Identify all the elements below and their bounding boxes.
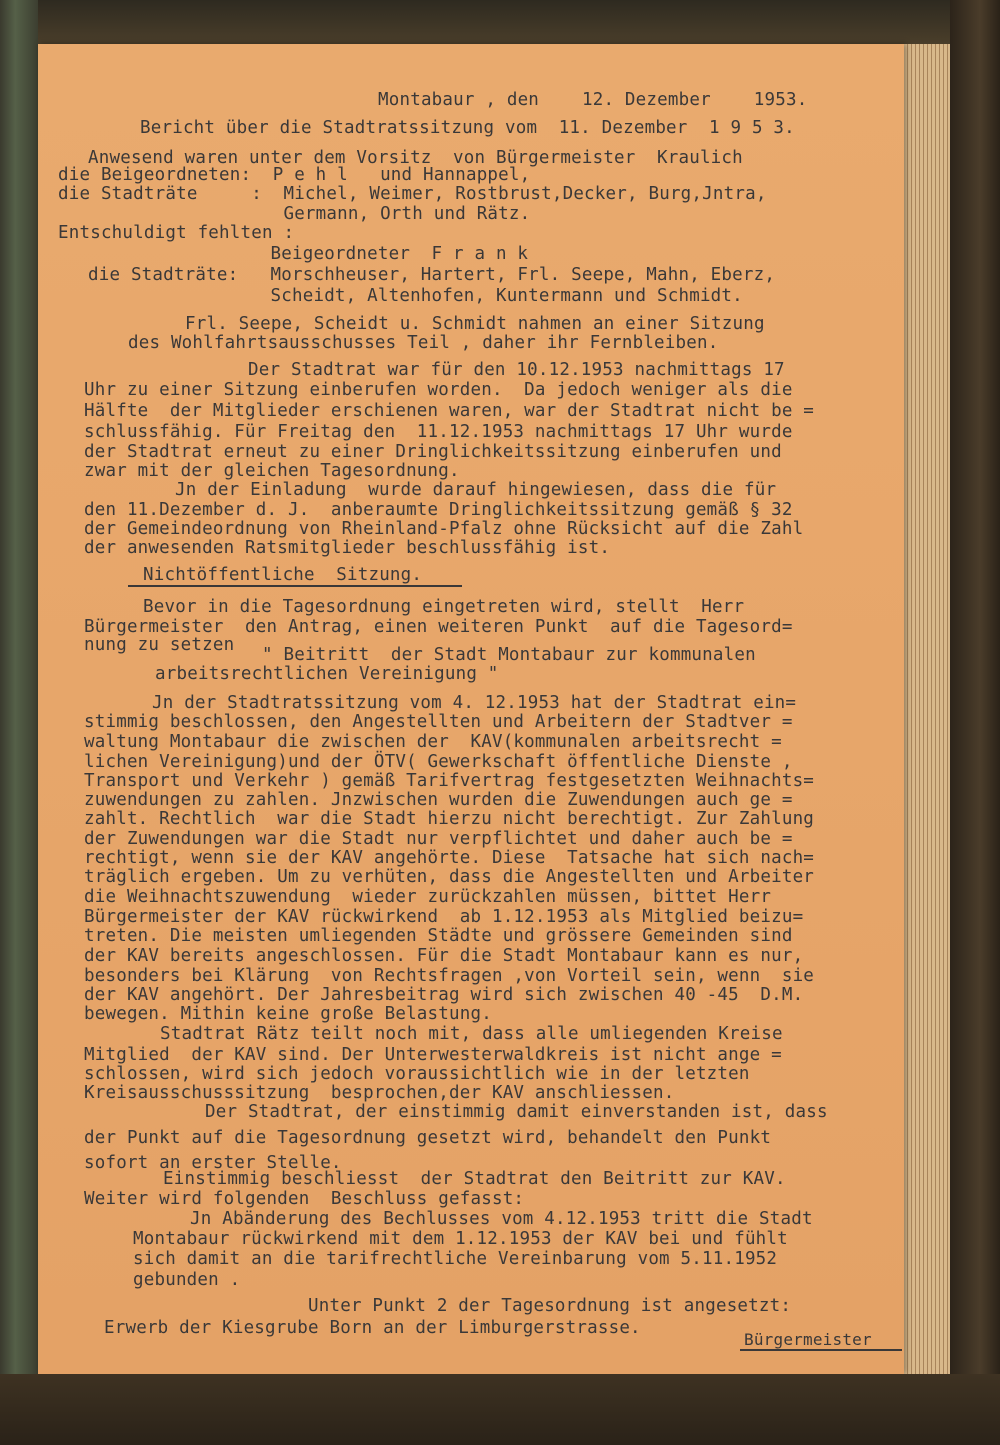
attendance-line: die Beigeordneten: P e h l und Hannappel, <box>58 165 531 185</box>
body-line: Kreisausschusssitzung besprochen,der KAV anschliessen. <box>84 1083 675 1103</box>
paragraph-line: der anwesenden Ratsmitglieder beschlussfähig ist. <box>84 538 611 558</box>
body-line: Jn der Stadtratssitzung vom 4. 12.1953 hat der Stadtrat ein= <box>152 693 797 713</box>
body-line: der KAV bereits angeschlossen. Für die Stadt Montabaur kann es nur, <box>84 946 804 966</box>
body-line: lichen Vereinigung)und der ÖTV( Gewerkschaft öffentliche Dienste , <box>84 752 793 772</box>
body-line: treten. Die meisten umliegenden Städte und grössere Gemeinden sind <box>84 926 793 946</box>
body-line: der KAV angehört. Der Jahresbeitrag wird sich zwischen 40 -45 D.M. <box>84 985 804 1005</box>
body-line: Bevor in die Tagesordnung eingetreten wird, stellt Herr <box>143 597 745 617</box>
body-line: Transport und Verkehr ) gemäß Tarifvertrag festgesetzten Weihnachts= <box>84 771 815 791</box>
binder-top-edge <box>0 0 1000 44</box>
body-line: besonders bei Klärung von Rechtsfragen ,von Vorteil sein, wenn sie <box>84 966 815 986</box>
agenda-line: Unter Punkt 2 der Tagesordnung ist angesetzt: <box>308 1296 792 1316</box>
paragraph-line: Der Stadtrat war für den 10.12.1953 nachmittags 17 <box>248 360 785 380</box>
body-line: Einstimmig beschliesst der Stadtrat den Beitritt zur KAV. <box>163 1169 786 1189</box>
attendance-line: die Stadträte : Michel, Weimer, Rostbrust,Decker, Burg,Jntra, <box>58 184 767 204</box>
body-line: träglich ergeben. Um zu verhüten, dass die Angestellten und Arbeiter <box>84 867 815 887</box>
body-line: Bürgermeister der KAV rückwirkend ab 1.12.1953 als Mitglied beizu= <box>84 907 804 927</box>
body-line: sofort an erster Stelle. <box>84 1153 342 1173</box>
body-line: rechtigt, wenn sie der KAV angehörte. Diese Tatsache hat sich nach= <box>84 848 815 868</box>
body-line: die Weihnachtszuwendung wieder zurückzahlen müssen, bittet Herr <box>84 887 772 907</box>
body-line: bewegen. Mithin keine große Belastung. <box>84 1004 492 1024</box>
attendance-line: Entschuldigt fehlten : <box>58 223 295 243</box>
report-title: Bericht über die Stadtratssitzung vom 11. Dezember 1 9 5 3. <box>140 118 795 138</box>
date-line: Montabaur , den 12. Dezember 1953. <box>378 90 808 110</box>
paragraph-line: der Gemeindeordnung von Rheinland-Pfalz ohne Rücksicht auf die Zahl <box>84 519 804 539</box>
binder-right-edge <box>950 0 1000 1445</box>
body-line: " Beitritt der Stadt Montabaur zur kommunalen <box>262 645 756 665</box>
body-line: Mitglied der KAV sind. Der Unterwesterwaldkreis ist nicht ange = <box>84 1045 782 1065</box>
attendance-line: die Stadträte: Morschheuser, Hartert, Frl. Seepe, Mahn, Eberz, <box>88 265 776 285</box>
body-line: nung zu setzen <box>84 635 235 655</box>
bottom-shadow <box>0 1374 1000 1445</box>
body-line: Weiter wird folgenden Beschluss gefasst: <box>84 1189 525 1209</box>
paragraph-line: Hälfte der Mitglieder erschienen waren, war der Stadtrat nicht be = <box>84 401 815 421</box>
attendance-line: Anwesend waren unter dem Vorsitz von Bürgermeister Kraulich <box>88 148 743 168</box>
body-line: zuwendungen zu zahlen. Jnzwischen wurden die Zuwendungen auch ge = <box>84 790 793 810</box>
heading-underline <box>128 585 462 587</box>
paragraph-line: den 11.Dezember d. J. anberaumte Dringlichkeitssitzung gemäß § 32 <box>84 500 793 520</box>
body-line: stimmig beschlossen, den Angestellten und Arbeitern der Stadtver = <box>84 712 793 732</box>
paragraph-line: schlussfähig. Für Freitag den 11.12.1953 nachmittags 17 Uhr wurde <box>84 422 793 442</box>
signature-underline <box>740 1349 902 1351</box>
body-line: schlossen, wird sich jedoch voraussichtlich wie in der letzten <box>84 1064 750 1084</box>
paragraph-line: der Stadtrat erneut zu einer Dringlichkeitssitzung einberufen und <box>84 442 782 462</box>
body-line: Bürgermeister den Antrag, einen weiteren Punkt auf die Tagesord= <box>84 617 793 637</box>
attendance-line: Scheidt, Altenhofen, Kuntermann und Schmidt. <box>88 286 743 306</box>
body-line: zahlt. Rechtlich war die Stadt hierzu nicht berechtigt. Zur Zahlung <box>84 809 815 829</box>
signature-label: Bürgermeister <box>744 1330 872 1349</box>
body-line: Der Stadtrat, der einstimmig damit einverstanden ist, dass <box>205 1102 828 1122</box>
body-line: sich damit an die tarifrechtliche Vereinbarung vom 5.11.1952 <box>133 1249 778 1269</box>
paragraph-line: Jn der Einladung wurde darauf hingewiesen, dass die für <box>175 480 777 500</box>
attendance-line: Germann, Orth und Rätz. <box>58 204 531 224</box>
body-line: arbeitsrechtlichen Vereinigung " <box>155 664 499 684</box>
paragraph-line: Uhr zu einer Sitzung einberufen worden. Da jedoch weniger als die <box>84 380 793 400</box>
section-heading: Nichtöffentliche Sitzung. <box>143 565 423 585</box>
attendance-line: Beigeordneter F r a n k <box>88 244 529 264</box>
body-line: waltung Montabaur die zwischen der KAV(kommunalen arbeitsrecht = <box>84 732 782 752</box>
paragraph-line: des Wohlfahrtsausschusses Teil , daher ihr Fernbleiben. <box>128 333 719 353</box>
paragraph-line: zwar mit der gleichen Tagesordnung. <box>84 461 460 481</box>
body-line: der Zuwendungen war die Stadt nur verpflichtet und daher auch be = <box>84 829 793 849</box>
agenda-item-line: Erwerb der Kiesgrube Born an der Limburgerstrasse. <box>104 1318 641 1338</box>
body-line: Montabaur rückwirkend mit dem 1.12.1953 der KAV bei und fühlt <box>133 1229 788 1249</box>
body-line: Stadtrat Rätz teilt noch mit, dass alle umliegenden Kreise <box>160 1024 783 1044</box>
body-line: der Punkt auf die Tagesordnung gesetzt wird, behandelt den Punkt <box>84 1128 772 1148</box>
binder-left-edge <box>0 0 38 1445</box>
paragraph-line: Frl. Seepe, Scheidt u. Schmidt nahmen an einer Sitzung <box>185 314 765 334</box>
body-line: Jn Abänderung des Bechlusses vom 4.12.1953 tritt die Stadt <box>190 1209 813 1229</box>
body-line: gebunden . <box>133 1270 241 1290</box>
